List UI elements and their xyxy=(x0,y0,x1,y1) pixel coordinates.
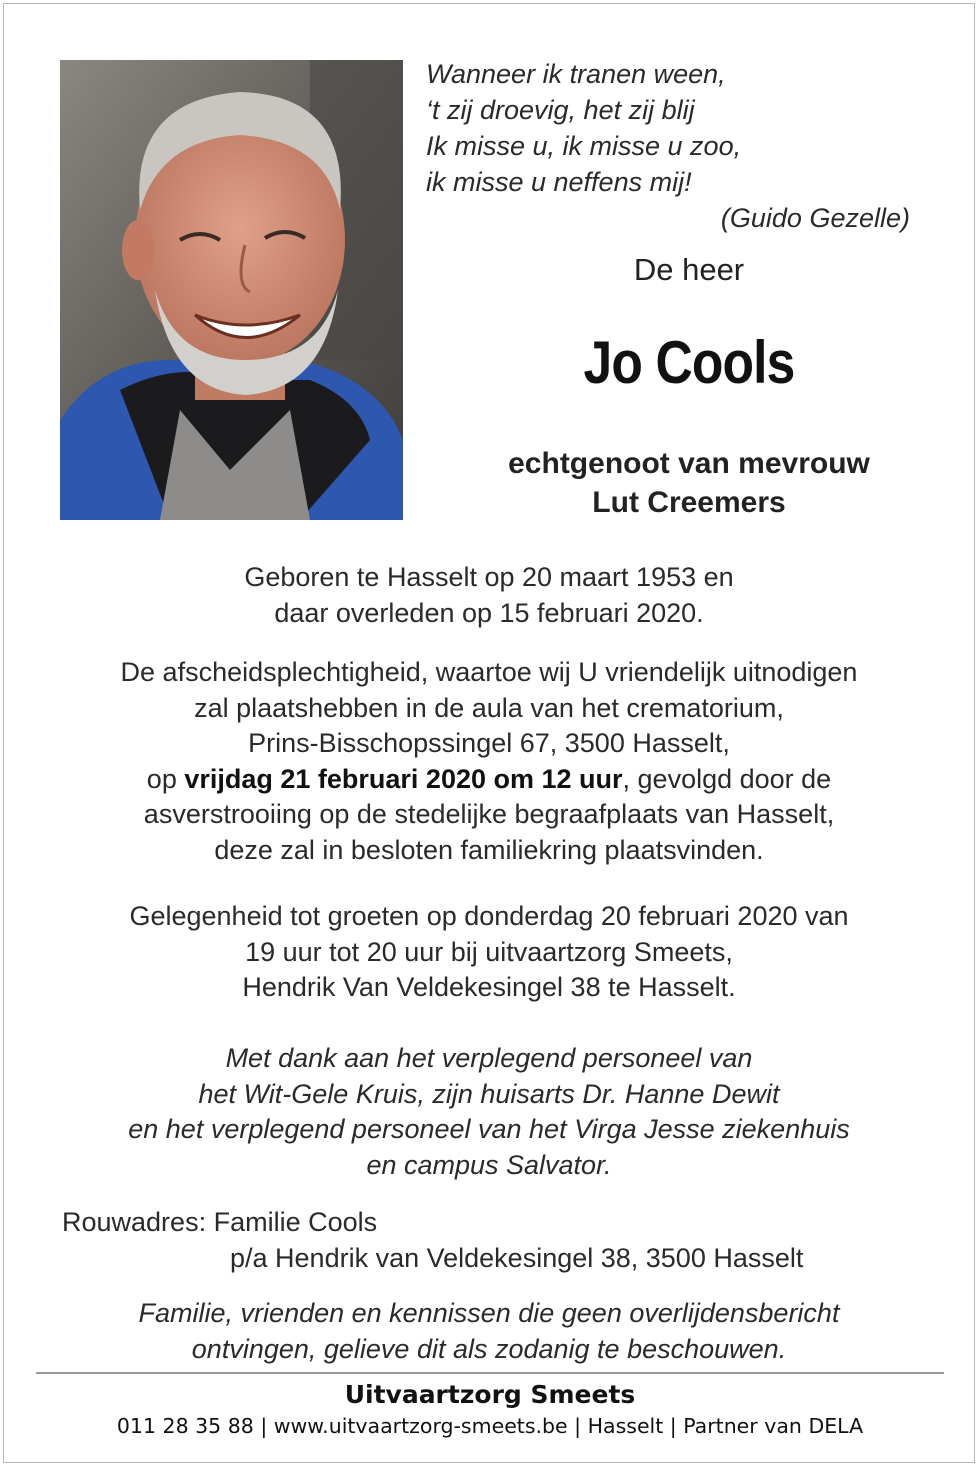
ceremony-line: zal plaatshebben in de aula van het crematorium, xyxy=(194,692,784,723)
ceremony-line: deze zal in besloten familiekring plaatsvinden. xyxy=(214,834,764,865)
ceremony-date-line xyxy=(24,762,954,798)
thanks-line: Met dank aan het verplegend personeel van xyxy=(225,1043,753,1073)
ceremony-line: asverstrooiing op de stedelijke begraafplaats van Hasselt, xyxy=(143,799,835,829)
obituary-card xyxy=(3,3,975,1463)
ceremony-datetime: vrijdag 21 februari 2020 om 12 uur xyxy=(184,763,623,794)
visitation-text xyxy=(24,899,954,1006)
thanks-line: en campus Salvator. xyxy=(366,1149,612,1180)
mourning-address xyxy=(62,1204,942,1276)
ceremony-line: Prins-Bisschopssingel 67, 3500 Hasselt, xyxy=(248,728,730,758)
mourning-address-line-2: p/a Hendrik van Veldekesingel 38, 3500 Hasselt xyxy=(230,1243,804,1273)
visitation-line: Gelegenheid tot groeten op donderdag 20 februari 2020 van xyxy=(129,901,849,931)
thanks-line: het Wit-Gele Kruis, zijn huisarts Dr. Hanne Dewit xyxy=(198,1078,780,1109)
deceased-name: Jo Cools xyxy=(583,329,795,396)
poem-author: (Guido Gezelle) xyxy=(720,203,910,233)
notice-line: Familie, vrienden en kennissen die geen overlijdensbericht xyxy=(138,1298,840,1328)
spouse-info xyxy=(404,444,974,522)
footer-divider xyxy=(36,1372,944,1374)
visitation-line: Hendrik Van Veldekesingel 38 te Hasselt. xyxy=(242,972,736,1002)
ceremony-prefix: op xyxy=(146,763,185,794)
poem xyxy=(426,56,916,236)
birth-death-text xyxy=(24,560,954,631)
funeral-home-contact: 011 28 35 88 | www.uitvaartzorg-smeets.be | Hasselt | Partner van DELA xyxy=(116,1414,864,1438)
spouse-name: Lut Creemers xyxy=(592,486,786,519)
poem-line: ik misse u neffens mij! xyxy=(426,167,692,197)
funeral-home-name: Uitvaartzorg Smeets xyxy=(344,1380,636,1409)
spouse-line-1: echtgenoot van mevrouw xyxy=(508,447,870,480)
notice-line: ontvingen, gelieve dit als zodanig te beschouwen. xyxy=(191,1333,787,1364)
notice-text xyxy=(24,1296,954,1367)
mourning-address-line-1: Rouwadres: Familie Cools xyxy=(62,1207,378,1237)
thanks-line: en het verplegend personeel van het Virga Jesse ziekenhuis xyxy=(128,1114,850,1144)
ceremony-text xyxy=(24,655,954,868)
poem-line: Ik misse u, ik misse u zoo, xyxy=(426,131,742,161)
visitation-line: 19 uur tot 20 uur bij uitvaartzorg Smeets, xyxy=(245,936,733,967)
birth-line: Geboren te Hasselt op 20 maart 1953 en xyxy=(244,562,734,592)
death-line: daar overleden op 15 februari 2020. xyxy=(274,597,704,628)
ceremony-line: De afscheidsplechtigheid, waartoe wij U vriendelijk uitnodigen xyxy=(120,657,858,687)
portrait-photo xyxy=(60,60,403,520)
honorific: De heer xyxy=(633,252,745,287)
poem-line: ‘t zij droevig, het zij blij xyxy=(426,95,695,125)
ceremony-suffix: , gevolgd door de xyxy=(622,763,832,794)
poem-line: Wanneer ik tranen ween, xyxy=(426,59,726,89)
thanks-text xyxy=(24,1041,954,1183)
portrait-image xyxy=(60,60,403,520)
